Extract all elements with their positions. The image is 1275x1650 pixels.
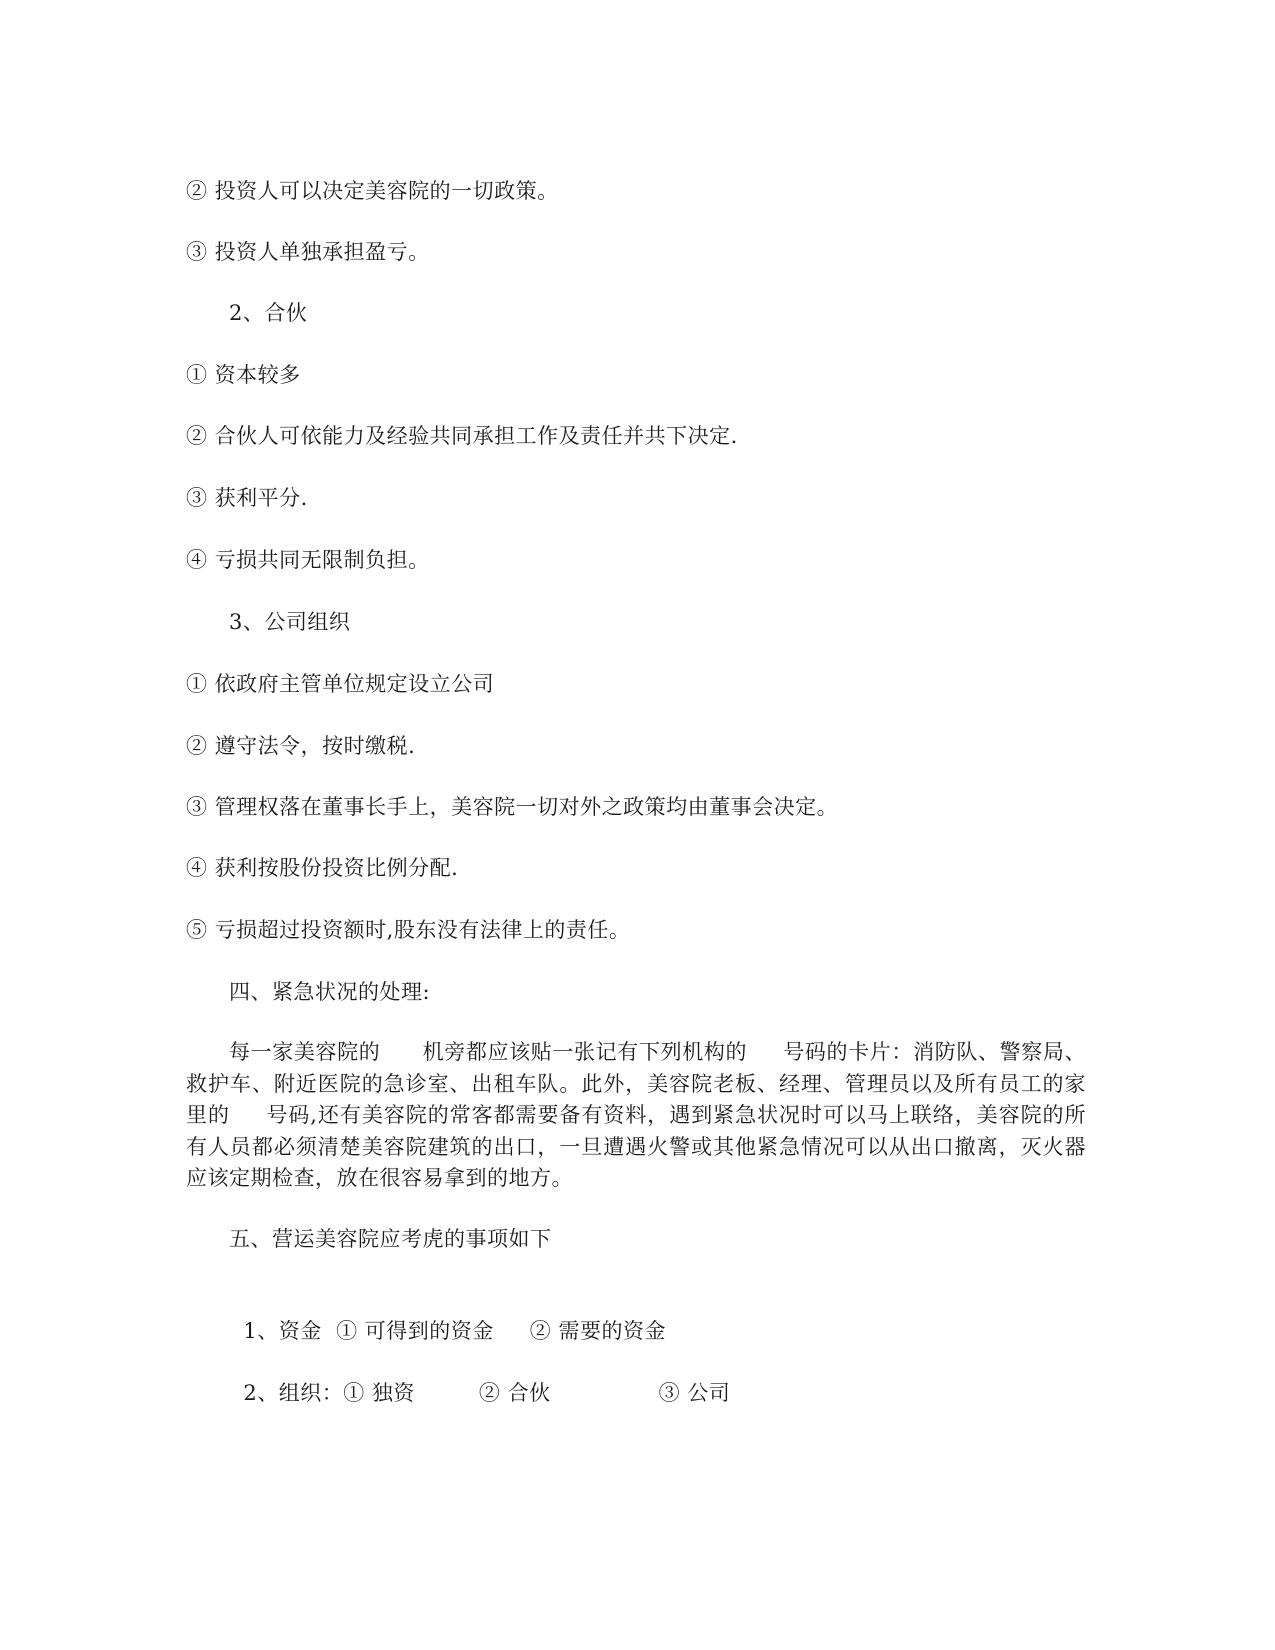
section-heading: 3、公司组织	[229, 610, 351, 634]
text-line: ③ 投资人单独承担盈亏。	[186, 240, 430, 264]
text-line: ① 资本较多	[186, 363, 301, 387]
text-line: ② 投资人可以决定美容院的一切政策。	[186, 179, 559, 203]
text-line: ① 依政府主管单位规定设立公司	[186, 672, 495, 696]
section-heading: 2、合伙	[229, 301, 308, 325]
organization-line: 2、组织：① 独资 ② 合伙 ③ 公司	[243, 1381, 731, 1405]
text-line: ② 遵守法令，按时缴税.	[186, 734, 416, 758]
text-line: ④ 获利按股份投资比例分配.	[186, 856, 459, 880]
text-line: ④ 亏损共同无限制负担。	[186, 548, 430, 572]
text-line: ③ 获利平分.	[186, 486, 308, 510]
emergency-paragraph: 每一家美容院的 机旁都应该贴一张记有下列机构的 号码的卡片：消防队、警察局、救护车、附近医院的急诊室、出租车队。此外，美容院老板、经理、管理员以及所有员工的家里的 号码,还有美容院的常客都需要备有资料，遇到紧急状况时可以马上联络，美容院的所有人员都必须清楚美容院建筑的出口，一旦遭遇火警或其他紧急情况可以从出口撤离，灭火器应该定期检查，放在很容易拿到的地方。	[186, 1040, 1087, 1190]
funds-line: 1、资金 ① 可得到的资金 ② 需要的资金	[243, 1319, 666, 1343]
text-line: ③ 管理权落在董事长手上，美容院一切对外之政策均由董事会决定。	[186, 795, 839, 819]
section-heading: 五、营运美容院应考虎的事项如下	[229, 1227, 552, 1251]
section-heading: 四、紧急状况的处理:	[229, 980, 431, 1004]
text-line: ⑤ 亏损超过投资额时,股东没有法律上的责任。	[186, 918, 631, 942]
text-line: ② 合伙人可依能力及经验共同承担工作及责任并共下决定.	[186, 424, 738, 448]
